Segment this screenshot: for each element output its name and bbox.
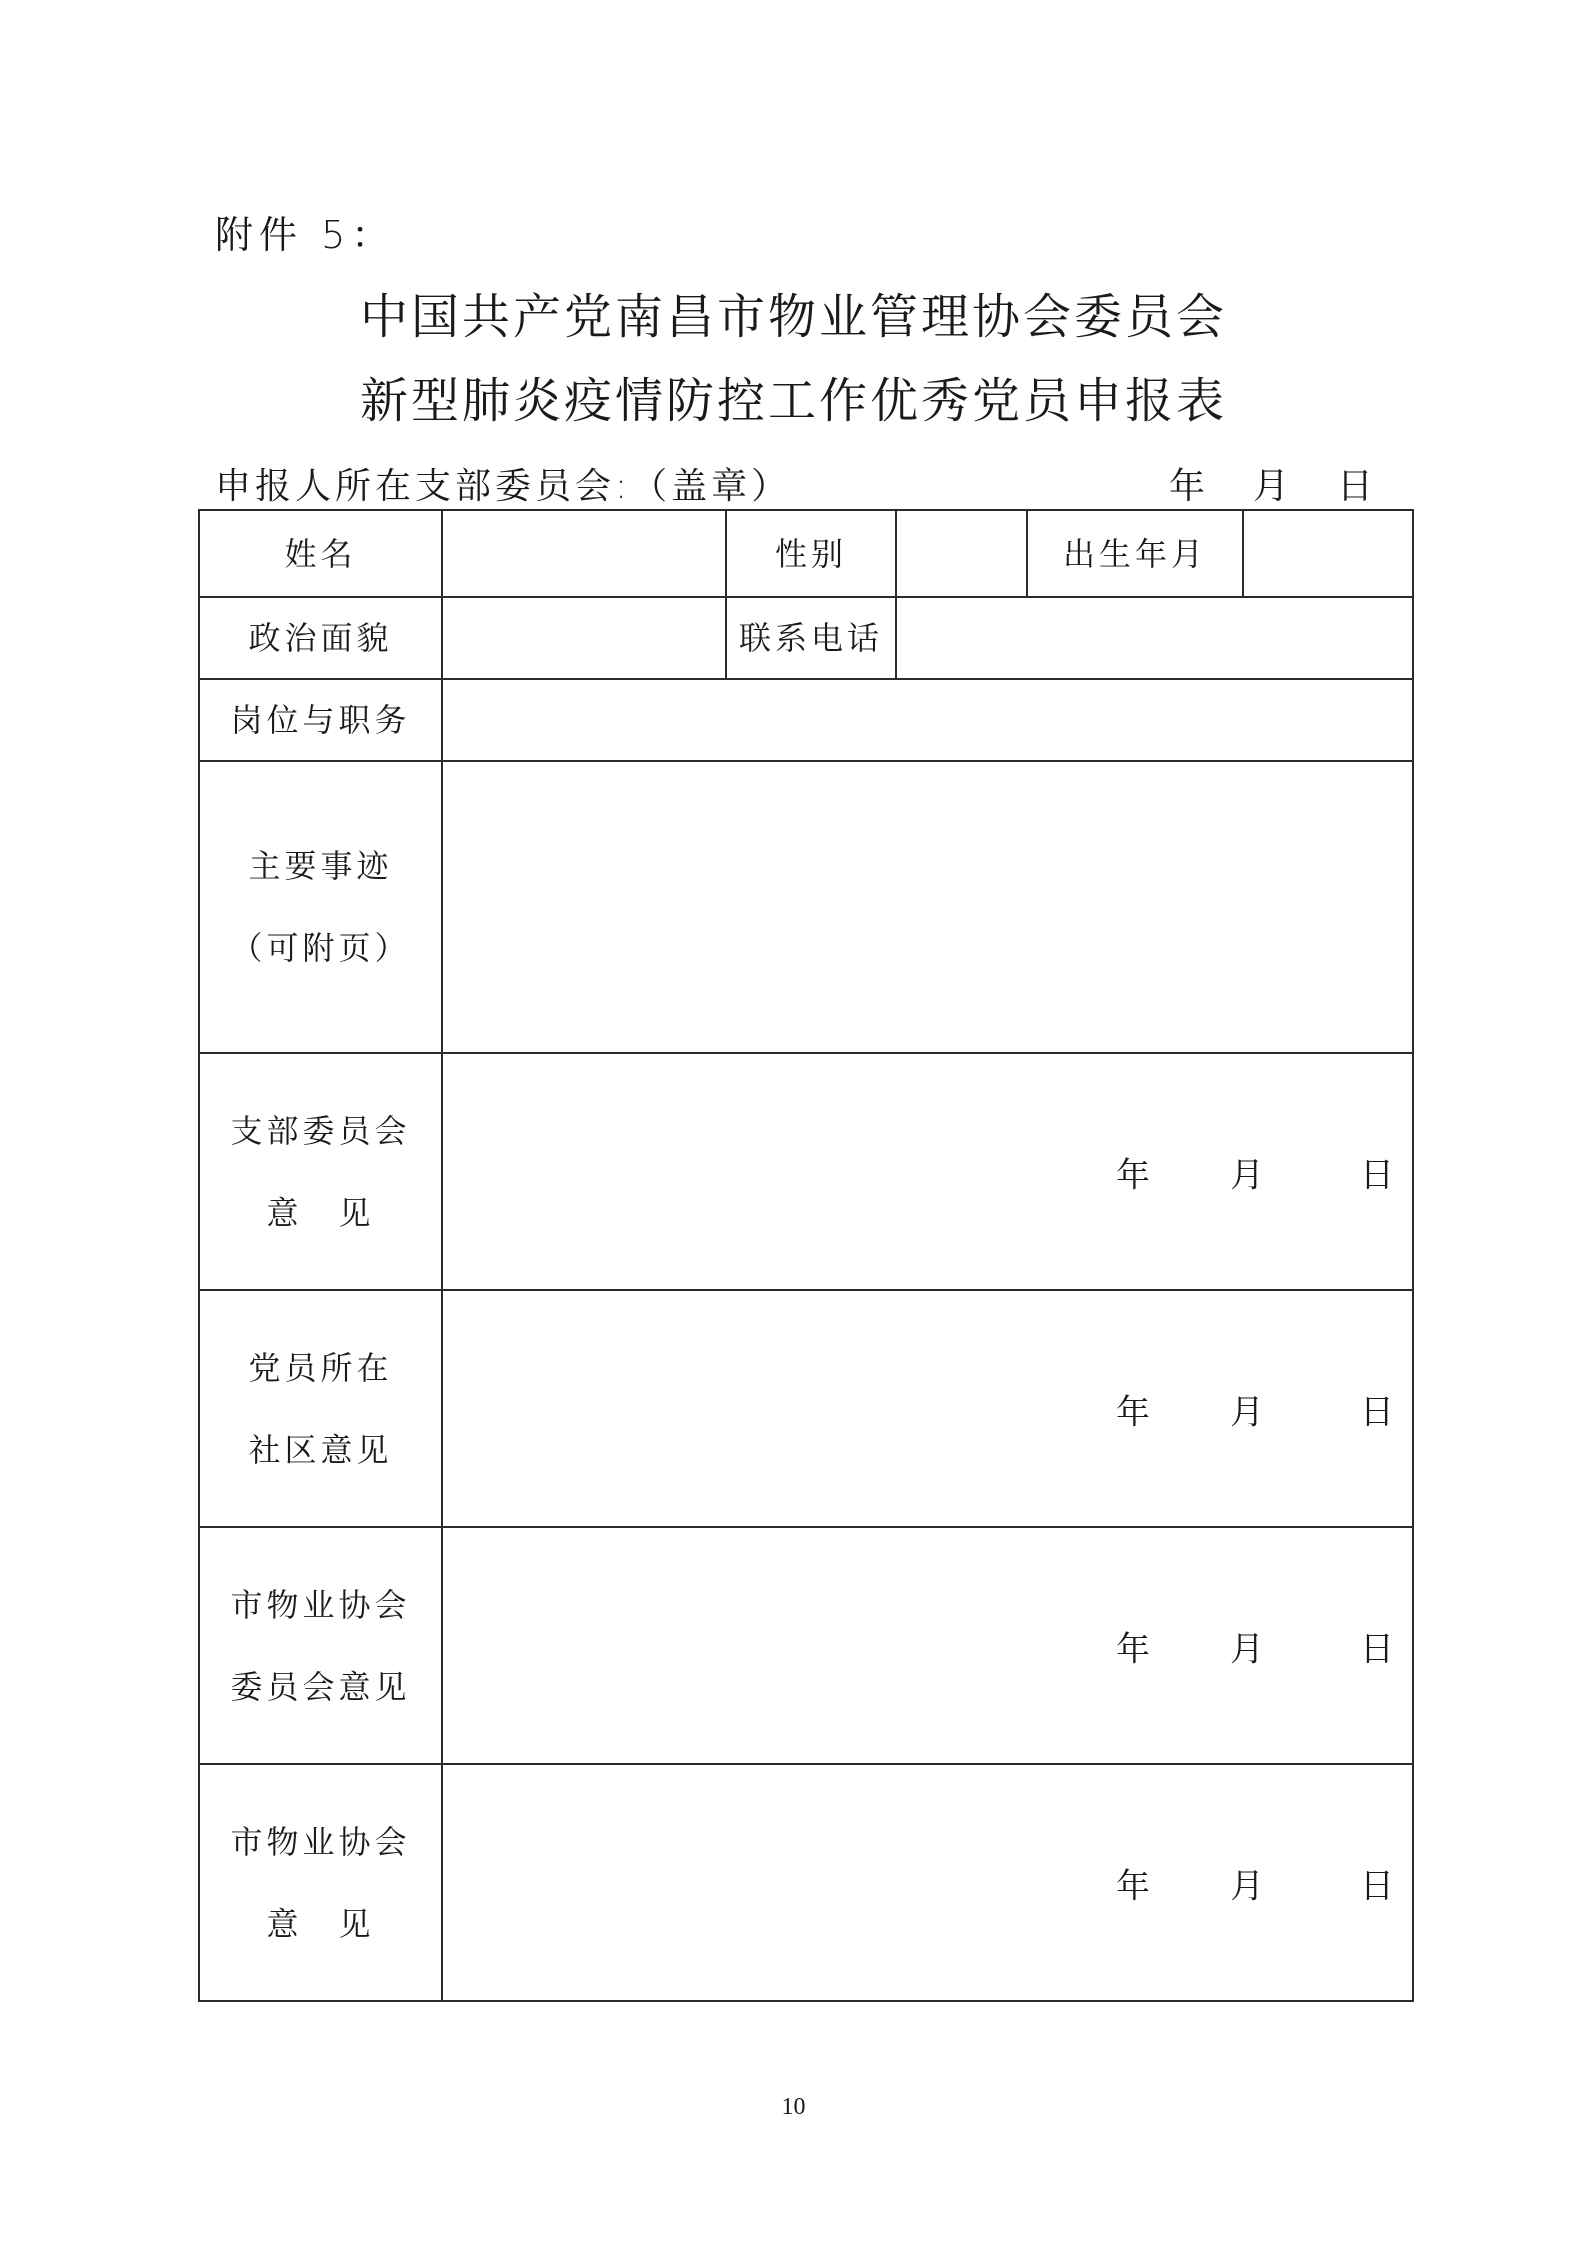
opinion-year: 年 xyxy=(1116,1866,1150,1906)
branch-committee-opinion-cell[interactable] xyxy=(442,1053,1413,1290)
deeds-input-cell[interactable] xyxy=(442,761,1413,1053)
opinion-label-line-2: 意 见 xyxy=(266,1904,375,1943)
opinion-label-line-1: 市物业协会 xyxy=(230,1822,411,1861)
deeds-label-line-2: （可附页） xyxy=(230,929,411,967)
submit-month: 月 xyxy=(1252,466,1293,507)
table-row xyxy=(199,1527,1413,1764)
table-row xyxy=(199,1764,1413,2001)
opinion-label-line-2: 社区意见 xyxy=(248,1430,393,1469)
opinion-label-line-1: 党员所在 xyxy=(248,1348,393,1387)
submit-day: 日 xyxy=(1336,466,1377,507)
opinion-label-line-2: 意 见 xyxy=(266,1193,375,1232)
position-label: 岗位与职务 xyxy=(199,679,442,761)
opinion-month: 月 xyxy=(1230,1392,1264,1432)
opinion-month: 月 xyxy=(1230,1629,1264,1669)
phone-input-cell[interactable] xyxy=(896,597,1413,679)
submit-date xyxy=(1169,458,1377,509)
opinion-label-line-1: 支部委员会 xyxy=(230,1111,411,1150)
branch-committee-opinion-label xyxy=(199,1053,442,1290)
name-label: 姓名 xyxy=(199,510,442,597)
table-row xyxy=(199,510,1413,597)
application-form-table xyxy=(198,509,1414,2002)
opinion-year: 年 xyxy=(1116,1392,1150,1432)
association-opinion-cell[interactable] xyxy=(442,1764,1413,2001)
opinion-day: 日 xyxy=(1360,1392,1394,1432)
opinion-day: 日 xyxy=(1360,1155,1394,1195)
gender-input-cell[interactable] xyxy=(896,510,1027,597)
page-title-line-1: 中国共产党南昌市物业管理协会委员会 xyxy=(359,289,1227,345)
deeds-label-line-1: 主要事迹 xyxy=(248,847,393,885)
opinion-date xyxy=(1116,1384,1394,1433)
table-row xyxy=(199,597,1413,679)
community-opinion-label xyxy=(199,1290,442,1527)
opinion-month: 月 xyxy=(1230,1155,1264,1195)
birth-label: 出生年月 xyxy=(1027,510,1243,597)
community-opinion-cell[interactable] xyxy=(442,1290,1413,1527)
phone-label: 联系电话 xyxy=(726,597,896,679)
opinion-year: 年 xyxy=(1116,1629,1150,1669)
table-row xyxy=(199,1290,1413,1527)
deeds-label xyxy=(199,761,442,1053)
opinion-label-line-1: 市物业协会 xyxy=(230,1585,411,1624)
submitter-label: 申报人所在支部委员会:（盖章） xyxy=(215,466,792,507)
birth-input-cell[interactable] xyxy=(1243,510,1413,597)
opinion-year: 年 xyxy=(1116,1155,1150,1195)
opinion-date xyxy=(1116,1858,1394,1907)
table-row xyxy=(199,679,1413,761)
opinion-date xyxy=(1116,1147,1394,1196)
opinion-day: 日 xyxy=(1360,1629,1394,1669)
opinion-day: 日 xyxy=(1360,1866,1394,1906)
political-status-label: 政治面貌 xyxy=(199,597,442,679)
association-committee-opinion-label xyxy=(199,1527,442,1764)
submitter-line xyxy=(215,458,1377,508)
page-title-line-2: 新型肺炎疫情防控工作优秀党员申报表 xyxy=(359,373,1227,429)
name-input-cell[interactable] xyxy=(442,510,726,597)
association-committee-opinion-cell[interactable] xyxy=(442,1527,1413,1764)
page-number: 10 xyxy=(781,2094,806,2120)
submit-year: 年 xyxy=(1168,466,1209,507)
association-opinion-label xyxy=(199,1764,442,2001)
political-status-input-cell[interactable] xyxy=(442,597,726,679)
table-row xyxy=(199,1053,1413,1290)
gender-label: 性别 xyxy=(726,510,896,597)
opinion-month: 月 xyxy=(1230,1866,1264,1906)
attachment-label: 附件 5： xyxy=(215,213,396,257)
opinion-label-line-2: 委员会意见 xyxy=(230,1667,411,1706)
position-input-cell[interactable] xyxy=(442,679,1413,761)
table-row xyxy=(199,761,1413,1053)
opinion-date xyxy=(1116,1621,1394,1670)
